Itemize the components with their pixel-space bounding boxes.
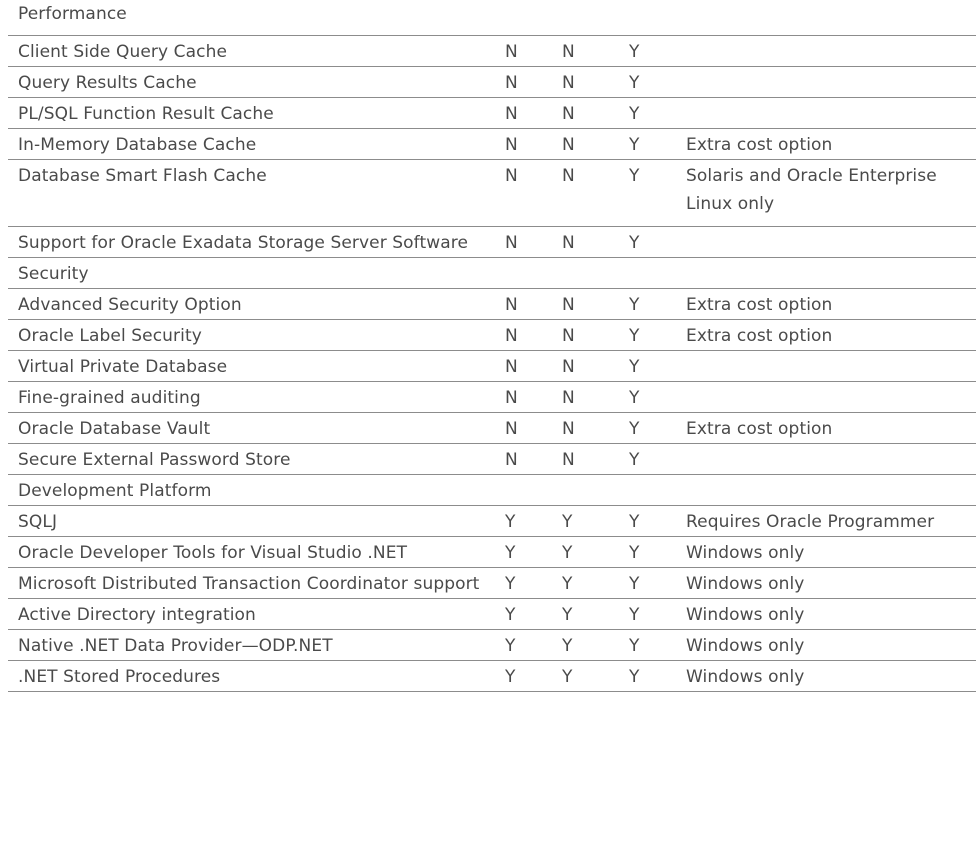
feature-notes bbox=[686, 35, 976, 66]
se1-support-flag: Y bbox=[502, 629, 559, 660]
se1-support-flag: Y bbox=[502, 536, 559, 567]
table-row bbox=[8, 629, 976, 660]
ee-support-flag: Y bbox=[626, 288, 686, 319]
table-body bbox=[8, 0, 976, 691]
feature-notes bbox=[686, 350, 976, 381]
table-row bbox=[8, 128, 976, 159]
section-header-row bbox=[8, 474, 976, 505]
se-support-flag: Y bbox=[559, 629, 626, 660]
se1-support-flag: N bbox=[502, 159, 559, 226]
se1-support-flag: Y bbox=[502, 660, 559, 691]
se1-support-flag: N bbox=[502, 128, 559, 159]
se1-support-flag: N bbox=[502, 97, 559, 128]
feature-notes: Extra cost option bbox=[686, 319, 976, 350]
feature-notes bbox=[686, 381, 976, 412]
feature-name: Database Smart Flash Cache bbox=[8, 159, 502, 226]
table-row bbox=[8, 381, 976, 412]
table-row bbox=[8, 412, 976, 443]
ee-support-flag: Y bbox=[626, 598, 686, 629]
section-title: Security bbox=[8, 257, 976, 288]
feature-notes: Windows only bbox=[686, 536, 976, 567]
ee-support-flag: Y bbox=[626, 66, 686, 97]
section-title: Development Platform bbox=[8, 474, 976, 505]
se-support-flag: N bbox=[559, 128, 626, 159]
ee-support-flag: Y bbox=[626, 660, 686, 691]
se-support-flag: N bbox=[559, 66, 626, 97]
se1-support-flag: N bbox=[502, 350, 559, 381]
feature-notes: Requires Oracle Programmer bbox=[686, 505, 976, 536]
se-support-flag: N bbox=[559, 412, 626, 443]
se-support-flag: Y bbox=[559, 660, 626, 691]
feature-notes: Windows only bbox=[686, 660, 976, 691]
table-row bbox=[8, 443, 976, 474]
feature-notes: Solaris and Oracle Enterprise Linux only bbox=[686, 159, 976, 226]
ee-support-flag: Y bbox=[626, 567, 686, 598]
feature-name: Client Side Query Cache bbox=[8, 35, 502, 66]
se1-support-flag: N bbox=[502, 319, 559, 350]
se-support-flag: N bbox=[559, 350, 626, 381]
feature-name: Microsoft Distributed Transaction Coordinator support bbox=[8, 567, 502, 598]
feature-name: Advanced Security Option bbox=[8, 288, 502, 319]
se1-support-flag: N bbox=[502, 381, 559, 412]
se-support-flag: Y bbox=[559, 536, 626, 567]
section-header-row bbox=[8, 0, 976, 35]
se-support-flag: Y bbox=[559, 598, 626, 629]
se1-support-flag: Y bbox=[502, 567, 559, 598]
ee-support-flag: Y bbox=[626, 536, 686, 567]
ee-support-flag: Y bbox=[626, 226, 686, 257]
ee-support-flag: Y bbox=[626, 128, 686, 159]
se1-support-flag: N bbox=[502, 288, 559, 319]
feature-name: Oracle Label Security bbox=[8, 319, 502, 350]
feature-name: In-Memory Database Cache bbox=[8, 128, 502, 159]
ee-support-flag: Y bbox=[626, 443, 686, 474]
se1-support-flag: Y bbox=[502, 505, 559, 536]
se-support-flag: N bbox=[559, 159, 626, 226]
table-row bbox=[8, 598, 976, 629]
ee-support-flag: Y bbox=[626, 159, 686, 226]
feature-comparison-table bbox=[8, 0, 976, 692]
table-row bbox=[8, 159, 976, 226]
table-row bbox=[8, 660, 976, 691]
feature-notes bbox=[686, 97, 976, 128]
se-support-flag: N bbox=[559, 443, 626, 474]
ee-support-flag: Y bbox=[626, 35, 686, 66]
table-row bbox=[8, 505, 976, 536]
feature-notes bbox=[686, 443, 976, 474]
table-row bbox=[8, 319, 976, 350]
feature-notes: Windows only bbox=[686, 567, 976, 598]
feature-name: Support for Oracle Exadata Storage Server Software bbox=[8, 226, 502, 257]
se1-support-flag: N bbox=[502, 443, 559, 474]
se1-support-flag: N bbox=[502, 35, 559, 66]
feature-notes: Extra cost option bbox=[686, 412, 976, 443]
table-row bbox=[8, 97, 976, 128]
se-support-flag: N bbox=[559, 381, 626, 412]
ee-support-flag: Y bbox=[626, 381, 686, 412]
table-row bbox=[8, 35, 976, 66]
ee-support-flag: Y bbox=[626, 412, 686, 443]
ee-support-flag: Y bbox=[626, 97, 686, 128]
feature-name: PL/SQL Function Result Cache bbox=[8, 97, 502, 128]
feature-notes: Extra cost option bbox=[686, 288, 976, 319]
section-title: Performance bbox=[8, 0, 976, 35]
feature-name: Virtual Private Database bbox=[8, 350, 502, 381]
feature-notes: Windows only bbox=[686, 598, 976, 629]
se-support-flag: N bbox=[559, 226, 626, 257]
ee-support-flag: Y bbox=[626, 319, 686, 350]
se-support-flag: Y bbox=[559, 567, 626, 598]
se-support-flag: N bbox=[559, 97, 626, 128]
ee-support-flag: Y bbox=[626, 350, 686, 381]
feature-name: .NET Stored Procedures bbox=[8, 660, 502, 691]
feature-name: Oracle Database Vault bbox=[8, 412, 502, 443]
section-header-row bbox=[8, 257, 976, 288]
ee-support-flag: Y bbox=[626, 629, 686, 660]
ee-support-flag: Y bbox=[626, 505, 686, 536]
feature-name: Fine-grained auditing bbox=[8, 381, 502, 412]
feature-name: Query Results Cache bbox=[8, 66, 502, 97]
feature-name: SQLJ bbox=[8, 505, 502, 536]
feature-name: Active Directory integration bbox=[8, 598, 502, 629]
table-row bbox=[8, 350, 976, 381]
se-support-flag: N bbox=[559, 35, 626, 66]
se1-support-flag: Y bbox=[502, 598, 559, 629]
se1-support-flag: N bbox=[502, 226, 559, 257]
feature-notes bbox=[686, 66, 976, 97]
feature-name: Secure External Password Store bbox=[8, 443, 502, 474]
feature-notes: Windows only bbox=[686, 629, 976, 660]
se1-support-flag: N bbox=[502, 66, 559, 97]
feature-name: Oracle Developer Tools for Visual Studio .NET bbox=[8, 536, 502, 567]
se1-support-flag: N bbox=[502, 412, 559, 443]
table-row bbox=[8, 66, 976, 97]
table-row bbox=[8, 288, 976, 319]
feature-notes: Extra cost option bbox=[686, 128, 976, 159]
se-support-flag: Y bbox=[559, 505, 626, 536]
table-row bbox=[8, 567, 976, 598]
table-row bbox=[8, 536, 976, 567]
se-support-flag: N bbox=[559, 319, 626, 350]
feature-name: Native .NET Data Provider—ODP.NET bbox=[8, 629, 502, 660]
feature-notes bbox=[686, 226, 976, 257]
table-row bbox=[8, 226, 976, 257]
se-support-flag: N bbox=[559, 288, 626, 319]
